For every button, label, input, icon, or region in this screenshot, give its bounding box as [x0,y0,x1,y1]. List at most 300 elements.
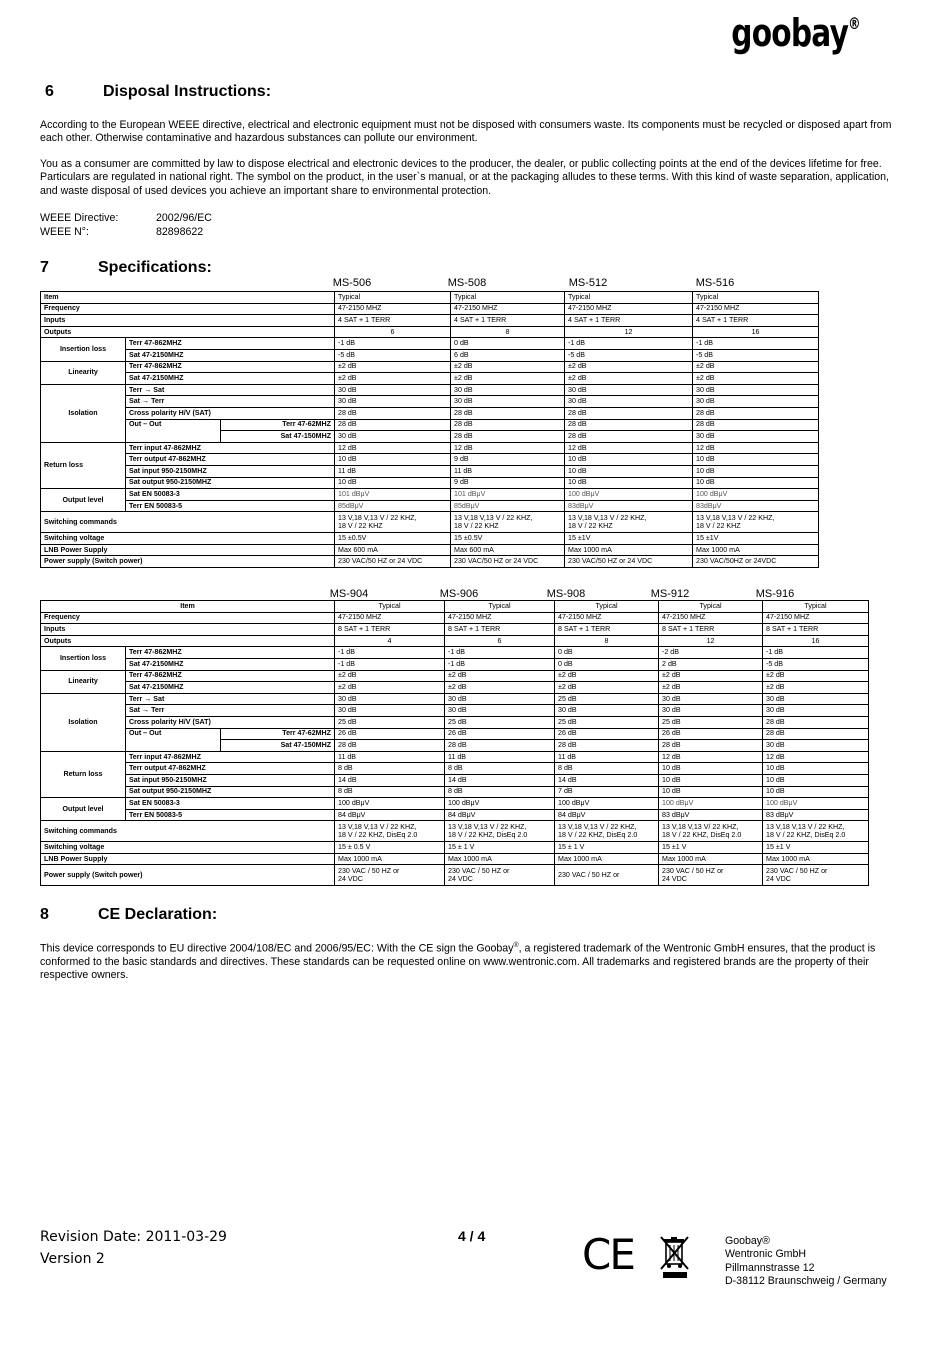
cell: ±2 dB [763,682,869,694]
cell: 230 VAC / 50 HZ or [555,865,659,886]
table-row [41,786,869,798]
cell: 15 ±1V [693,533,819,545]
section-7-number: 7 [40,259,49,276]
row-label: Sat 47-150MHZ [221,431,335,443]
cell: -1 dB [445,647,555,659]
item-header: Item [41,292,335,304]
cell: -1 dB [335,658,445,670]
row-label: Cross polarity H/V (SAT) [126,407,335,419]
cell: 30 dB [693,384,819,396]
row-label: Terr 47-862MHZ [126,361,335,373]
weee-no-label: WEEE N°: [40,226,89,238]
cell: 30 dB [659,693,763,705]
cell: 230 VAC / 50 HZ or 24 VDC [445,865,555,886]
table-row [41,407,819,419]
cell: 100 dBμV [335,798,445,810]
cell: Max 600 mA [451,544,565,556]
section-6-title: Disposal Instructions: [103,83,272,100]
cell: Typical [555,601,659,613]
cell: 10 dB [763,774,869,786]
cell: 100 dBμV [445,798,555,810]
table-row [41,682,869,694]
table-row [41,361,819,373]
goobay-logo: goobay® [731,11,860,55]
model-header: MS-906 [439,588,479,600]
cell: 30 dB [555,705,659,717]
table-row [41,500,819,512]
table-row [41,419,819,431]
cell: 11 dB [451,465,565,477]
cell: 16 [693,326,819,338]
cell: 12 dB [693,442,819,454]
cell: 2 dB [659,658,763,670]
cell: 8 SAT + 1 TERR [445,624,555,636]
table-row [41,477,819,489]
cell: 100 dBμV [555,798,659,810]
table-row [41,774,869,786]
section-8-number: 8 [40,906,49,923]
cell: 83 dBμV [659,809,763,821]
cell: Max 1000 mA [565,544,693,556]
cell: 10 dB [565,465,693,477]
cell: 8 dB [335,763,445,775]
row-label: Sat EN 50083-3 [126,489,335,501]
cell: 47-2150 MHZ [555,612,659,624]
cell: 25 dB [659,716,763,728]
cell: 28 dB [693,407,819,419]
cell: 28 dB [659,740,763,752]
table-row [41,705,869,717]
cell: 26 dB [335,728,445,740]
cell: -2 dB [659,647,763,659]
cell: 13 V,18 V,13 V / 22 KHZ, 18 V / 22 KHZ, DisEq 2.0 [335,821,445,842]
row-label: Sat 47-150MHZ [221,740,335,752]
cell: 6 [445,635,555,647]
row-label: Sat EN 50083-3 [126,798,335,810]
cell: Typical [659,601,763,613]
cell: 28 dB [763,716,869,728]
cell: 30 dB [451,396,565,408]
disposal-paragraph-2: You as a consumer are committed by law to dispose electrical and electronic devices to the producer, the dealer, or public collecting points at the end of the devices lifetime for free. Particulars are regulated in national right. The symbol on the product, in the user`s manual, or at the packaging alludes to these terms. With this kind of waste separation, application, and waste disposal of used devices you achieve an important share to environmental protection. [40,158,889,197]
cell: 10 dB [335,477,451,489]
row-label: Out – Out [126,419,221,442]
cell: 13 V,18 V,13 V / 22 KHZ, 18 V / 22 KHZ [335,512,451,533]
cell: 25 dB [555,716,659,728]
cell: 30 dB [335,693,445,705]
cell: 8 SAT + 1 TERR [335,624,445,636]
cell: -5 dB [693,349,819,361]
row-label: Terr 47-862MHZ [126,647,335,659]
table-row [41,326,819,338]
row-label: Sat input 950-2150MHZ [126,774,335,786]
cell: 10 dB [659,786,763,798]
cell: -5 dB [565,349,693,361]
cell: 30 dB [659,705,763,717]
cell: 15 ± 1 V [555,842,659,854]
table-row [41,658,869,670]
cell: Max 600 mA [335,544,451,556]
cell: 12 dB [565,442,693,454]
cell: 0 dB [555,647,659,659]
cell: -5 dB [335,349,451,361]
row-label: Outputs [41,326,335,338]
cell: 28 dB [335,740,445,752]
cell: 10 dB [565,454,693,466]
group-label: Return loss [41,442,126,488]
group-label: Output level [41,798,126,821]
table-row [41,728,869,740]
cell: ±2 dB [693,373,819,385]
cell: 100 dBμV [659,798,763,810]
row-label: Sat input 950-2150MHZ [126,465,335,477]
cell: ±2 dB [335,682,445,694]
row-label: Terr 47-62MHZ [221,728,335,740]
model-header: MS-516 [695,277,735,289]
cell: 30 dB [451,384,565,396]
table-row [41,338,819,350]
revision-date: Revision Date: 2011-03-29 [40,1229,227,1245]
cell: 30 dB [335,384,451,396]
cell: 10 dB [693,465,819,477]
row-label: Power supply (Switch power) [41,556,335,568]
table-row [41,396,819,408]
cell: 10 dB [763,786,869,798]
row-label: Sat 47-2150MHZ [126,682,335,694]
cell: ±2 dB [659,670,763,682]
row-label: Inputs [41,624,335,636]
row-label: Outputs [41,635,335,647]
cell: 13 V,18 V,13 V / 22 KHZ, 18 V / 22 KHZ [451,512,565,533]
weee-directive-value: 2002/96/EC [156,212,212,224]
cell: 11 dB [445,751,555,763]
company-address: Goobay® Wentronic GmbH Pillmannstrasse 12 D-38112 Braunschweig / Germany [725,1235,887,1287]
ce-declaration-paragraph: This device corresponds to EU directive 2004/108/EC and 2006/95/EC: With the CE sign the Goobay®, a registered trademark of the Wentronic GmbH ensures, that the product is conformed to the basic standards and directives. These standards can be requested online on www.wentronic.com. All trademarks and registered brands are the property of their respective owners. [40,942,876,982]
cell: 83dBμV [565,500,693,512]
table-row [41,349,819,361]
table-row [41,853,869,865]
cell: 10 dB [565,477,693,489]
row-label: Terr EN 50083-5 [126,500,335,512]
table-row [41,763,869,775]
cell: 47-2150 MHZ [335,612,445,624]
table-row [41,624,869,636]
row-label: Frequency [41,303,335,315]
cell: 83 dBμV [763,809,869,821]
row-label: Terr 47-862MHZ [126,670,335,682]
cell: 15 ±1V [565,533,693,545]
cell: 230 VAC / 50 HZ or 24 VDC [659,865,763,886]
table-row [41,454,819,466]
cell: 15 ± 1 V [445,842,555,854]
row-label: Power supply (Switch power) [41,865,335,886]
cell: 6 dB [451,349,565,361]
page-number: 4 / 4 [458,1228,486,1244]
cell: 47-2150 MHZ [565,303,693,315]
cell: 28 dB [693,419,819,431]
cell: ±2 dB [763,670,869,682]
cell: 8 SAT + 1 TERR [555,624,659,636]
section-6-number: 6 [45,83,54,100]
table-row [41,693,869,705]
cell: 13 V,18 V,13 V / 22 KHZ, 18 V / 22 KHZ, DisEq 2.0 [445,821,555,842]
cell: Max 1000 mA [555,853,659,865]
row-label: Sat output 950-2150MHZ [126,786,335,798]
cell: 47-2150 MHZ [445,612,555,624]
cell: 230 VAC/50HZ or 24VDC [693,556,819,568]
cell: ±2 dB [659,682,763,694]
table-row [41,647,869,659]
cell: 4 SAT + 1 TERR [335,315,451,327]
cell: 10 dB [693,477,819,489]
row-label: Sat output 950-2150MHZ [126,477,335,489]
specifications-table-ms900 [40,600,869,886]
row-label: Terr input 47-862MHZ [126,442,335,454]
cell: 4 [335,635,445,647]
cell: 85dBμV [451,500,565,512]
cell: Max 1000 mA [335,853,445,865]
cell: Max 1000 mA [763,853,869,865]
cell: 8 dB [445,786,555,798]
table-row [41,315,819,327]
cell: Max 1000 mA [693,544,819,556]
row-label: LNB Power Supply [41,853,335,865]
weee-bin-icon [660,1236,690,1280]
cell: 26 dB [555,728,659,740]
cell: 28 dB [335,407,451,419]
cell: 8 [451,326,565,338]
row-label: Inputs [41,315,335,327]
row-label: Sat 47-2150MHZ [126,349,335,361]
cell: ±2 dB [451,373,565,385]
cell: 26 dB [659,728,763,740]
row-label: Terr output 47-862MHZ [126,763,335,775]
cell: 83dBμV [693,500,819,512]
table-row [41,798,869,810]
cell: ±2 dB [335,361,451,373]
cell: 30 dB [335,705,445,717]
cell: 30 dB [693,431,819,443]
model-header: MS-904 [329,588,369,600]
cell: 47-2150 MHZ [451,303,565,315]
row-label: Terr output 47-862MHZ [126,454,335,466]
model-header: MS-916 [755,588,795,600]
cell: Typical [335,601,445,613]
cell: ±2 dB [335,670,445,682]
cell: 14 dB [335,774,445,786]
cell: 28 dB [565,431,693,443]
table-row [41,612,869,624]
disposal-paragraph-1: According to the European WEEE directive, electrical and electronic equipment must not be disposed with consumers waste. Its components must be recycled or disposed apart from each other. Otherwise contaminative and hazardous substances can pollute our environment. [40,119,892,145]
cell: Typical [693,292,819,304]
group-label: Output level [41,489,126,512]
row-label: Out – Out [126,728,221,751]
cell: 15 ±0.5V [451,533,565,545]
cell: 47-2150 MHZ [335,303,451,315]
cell: 30 dB [335,396,451,408]
cell: 8 dB [445,763,555,775]
table-row [41,465,819,477]
cell: 16 [763,635,869,647]
cell: -5 dB [763,658,869,670]
cell: 10 dB [335,454,451,466]
cell: 26 dB [445,728,555,740]
group-label: Linearity [41,670,126,693]
table-row [41,373,819,385]
cell: 84 dBμV [335,809,445,821]
cell: 230 VAC / 50 HZ or 24 VDC [763,865,869,886]
row-label: Sat → Terr [126,396,335,408]
cell: 13 V,18 V,13 V / 22 KHZ, 18 V / 22 KHZ, DisEq 2.0 [555,821,659,842]
cell: 12 dB [335,442,451,454]
row-label: Switching voltage [41,533,335,545]
cell: Typical [763,601,869,613]
cell: 15 ± 0.5 V [335,842,445,854]
cell: 9 dB [451,454,565,466]
model-header: MS-508 [447,277,487,289]
cell: 10 dB [763,763,869,775]
cell: 28 dB [451,407,565,419]
cell: 30 dB [565,396,693,408]
cell: Typical [451,292,565,304]
cell: 100 dBμV [565,489,693,501]
table-row [41,635,869,647]
model-header: MS-912 [650,588,690,600]
row-label: Frequency [41,612,335,624]
cell: 30 dB [763,693,869,705]
cell: 15 ±0.5V [335,533,451,545]
row-label: Sat 47-2150MHZ [126,373,335,385]
table-row [41,303,819,315]
group-label: Insertion loss [41,338,126,361]
cell: -1 dB [335,647,445,659]
cell: 10 dB [693,454,819,466]
cell: 47-2150 MHZ [763,612,869,624]
cell: 30 dB [445,693,555,705]
cell: 28 dB [335,419,451,431]
cell: 13 V,18 V,13 V / 22 KHZ, 18 V / 22 KHZ [565,512,693,533]
table-row [41,512,819,533]
cell: Max 1000 mA [659,853,763,865]
cell: 101 dBμV [451,489,565,501]
row-label: Sat 47-2150MHZ [126,658,335,670]
row-label: Terr → Sat [126,384,335,396]
cell: -1 dB [565,338,693,350]
table-row [41,809,869,821]
group-label: Isolation [41,384,126,442]
table-row [41,751,869,763]
cell: 10 dB [659,774,763,786]
table-row [41,556,819,568]
cell: ±2 dB [555,682,659,694]
cell: 28 dB [451,419,565,431]
cell: 4 SAT + 1 TERR [565,315,693,327]
cell: 25 dB [555,693,659,705]
cell: 230 VAC/50 HZ or 24 VDC [335,556,451,568]
row-label: Terr EN 50083-5 [126,809,335,821]
cell: 230 VAC / 50 HZ or 24 VDC [335,865,445,886]
version: Version 2 [40,1251,105,1267]
cell: 8 SAT + 1 TERR [659,624,763,636]
cell: 8 [555,635,659,647]
cell: 8 SAT + 1 TERR [763,624,869,636]
cell: ±2 dB [565,373,693,385]
cell: 12 dB [451,442,565,454]
cell: 12 [565,326,693,338]
cell: ±2 dB [445,682,555,694]
cell: 8 dB [335,786,445,798]
cell: ±2 dB [555,670,659,682]
cell: 28 dB [565,407,693,419]
table-row [41,842,869,854]
row-label: Terr 47-62MHZ [221,419,335,431]
row-label: Terr 47-862MHZ [126,338,335,350]
cell: 28 dB [555,740,659,752]
cell: -1 dB [693,338,819,350]
cell: 84 dBμV [445,809,555,821]
cell: 12 dB [763,751,869,763]
row-label: Cross polarity H/V (SAT) [126,716,335,728]
cell: 28 dB [445,740,555,752]
cell: Max 1000 mA [445,853,555,865]
group-label: Insertion loss [41,647,126,670]
cell: 0 dB [555,658,659,670]
cell: 30 dB [763,705,869,717]
group-label: Return loss [41,751,126,797]
cell: ±2 dB [335,373,451,385]
section-8-title: CE Declaration: [98,906,218,923]
cell: 30 dB [693,396,819,408]
cell: -1 dB [335,338,451,350]
cell: 30 dB [445,705,555,717]
cell: 84 dBμV [555,809,659,821]
cell: 11 dB [555,751,659,763]
cell: 8 dB [555,763,659,775]
cell: -1 dB [445,658,555,670]
cell: 7 dB [555,786,659,798]
model-header: MS-908 [546,588,586,600]
cell: 12 [659,635,763,647]
group-label: Isolation [41,693,126,751]
cell: 30 dB [763,740,869,752]
row-label: Switching commands [41,821,335,842]
cell: 230 VAC/50 HZ or 24 VDC [451,556,565,568]
cell: Typical [445,601,555,613]
cell: 0 dB [451,338,565,350]
cell: 15 ±1 V [763,842,869,854]
cell: Typical [565,292,693,304]
table-row [41,533,819,545]
cell: 230 VAC/50 HZ or 24 VDC [565,556,693,568]
cell: 15 ±1 V [659,842,763,854]
table-row [41,544,819,556]
table-row [41,670,869,682]
cell: 47-2150 MHZ [659,612,763,624]
cell: 13 V,18 V,13 V/ 22 KHZ, 18 V / 22 KHZ, DisEq 2.0 [659,821,763,842]
table-row [41,821,869,842]
cell: 25 dB [445,716,555,728]
table-row [41,489,819,501]
cell: ±2 dB [693,361,819,373]
row-label: Terr → Sat [126,693,335,705]
cell: 14 dB [555,774,659,786]
cell: 100 dBμV [693,489,819,501]
cell: 30 dB [565,384,693,396]
cell: 11 dB [335,751,445,763]
table-row [41,865,869,886]
model-header: MS-512 [568,277,608,289]
cell: Typical [335,292,451,304]
item-header: Item [41,601,335,613]
